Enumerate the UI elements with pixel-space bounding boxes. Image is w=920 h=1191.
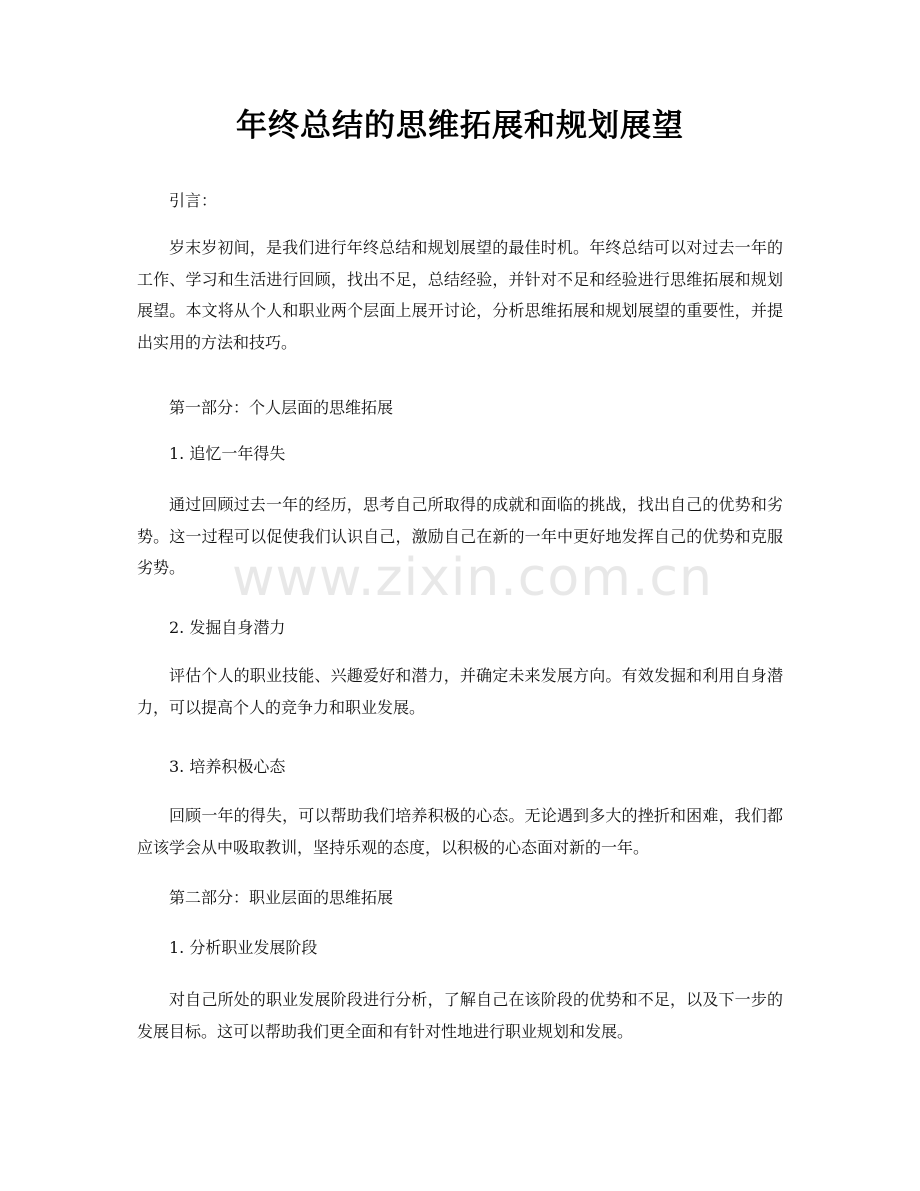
- section-heading-part-one: 第一部分：个人层面的思维拓展: [169, 398, 394, 417]
- subheading-1-1: 1. 追忆一年得失: [169, 444, 286, 463]
- subheading-2-1: 1. 分析职业发展阶段: [169, 938, 318, 957]
- subheading-1-2: 2. 发掘自身潜力: [169, 618, 286, 637]
- document-title: 年终总结的思维拓展和规划展望: [236, 108, 684, 144]
- paragraph-1-2: 评估个人的职业技能、兴趣爱好和潜力，并确定未来发展方向。有效发掘和利用自身潜力，可以提高个人的竞争力和职业发展。: [137, 666, 783, 717]
- section-heading-part-two: 第二部分：职业层面的思维拓展: [169, 888, 394, 907]
- paragraph-1-1: 通过回顾过去一年的经历，思考自己所取得的成就和面临的挑战，找出自己的优势和劣势。这一过程可以促使我们认识自己，激励自己在新的一年中更好地发挥自己的优势和克服劣势。: [137, 495, 783, 577]
- subheading-1-3: 3. 培养积极心态: [169, 757, 286, 776]
- paragraph-intro-label: 引言：: [169, 191, 218, 210]
- paragraph-intro: 岁末岁初间，是我们进行年终总结和规划展望的最佳时机。年终总结可以对过去一年的工作、学习和生活进行回顾，找出不足，总结经验，并针对不足和经验进行思维拓展和规划展望。本文将从个人和职业两个层面上展开讨论，分析思维拓展和规划展望的重要性，并提出实用的方法和技巧。: [137, 238, 783, 352]
- watermark-text: www.zixin.com.cn: [232, 548, 713, 608]
- paragraph-1-3: 回顾一年的得失，可以帮助我们培养积极的心态。无论遇到多大的挫折和困难，我们都应该学会从中吸取教训，坚持乐观的态度，以积极的心态面对新的一年。: [137, 806, 783, 857]
- paragraph-2-1: 对自己所处的职业发展阶段进行分析，了解自己在该阶段的优势和不足，以及下一步的发展目标。这可以帮助我们更全面和有针对性地进行职业规划和发展。: [137, 990, 783, 1041]
